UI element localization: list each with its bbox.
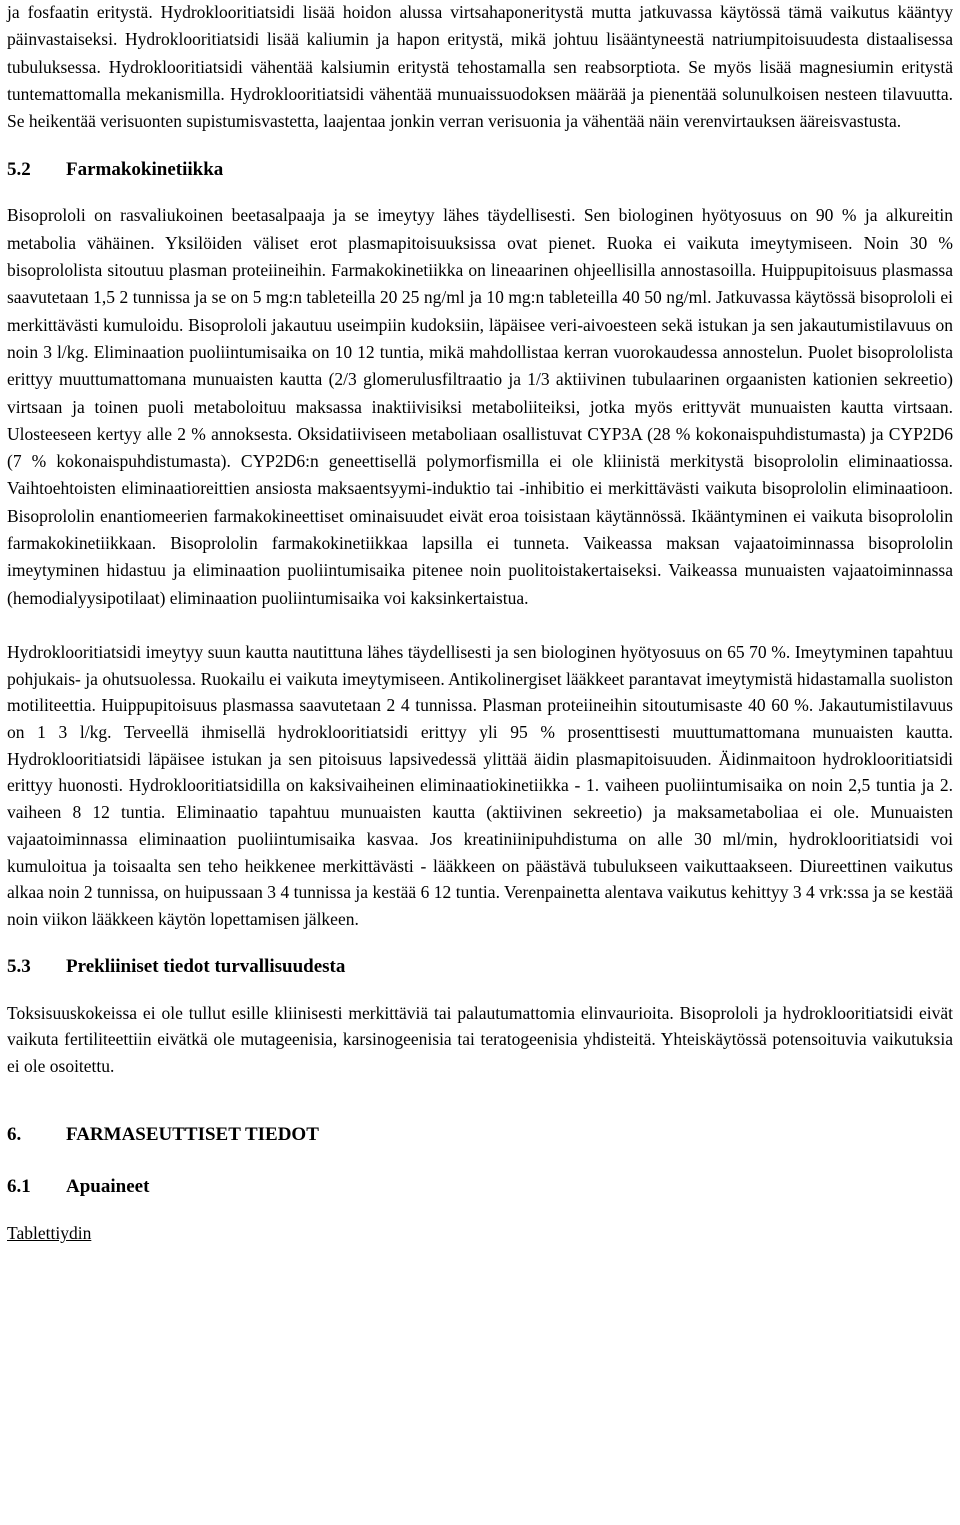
- document-page: [7, 0, 953, 1246]
- paragraph-gap: [7, 612, 953, 639]
- section-heading-5-3: [7, 954, 953, 980]
- paragraph-bisoprolol-pharmacokinetics: Bisoprololi on rasvaliukoinen beetasalpaaja ja se imeytyy lähes täydellisesti. Sen biologinen hyötyosuus on 90 % ja alkureitin metabolia vähäinen. Yksilöiden väliset erot plasmapitoisuuksissa ovat pienet. Ruoka ei vaikuta imeytymiseen. Noin 30 % bisoprololista sitoutuu plasman proteiineihin. Farmakokinetiikka on lineaarinen ohjeellisilla annostasoilla. Huippupitoisuus plasmassa saavutetaan 1,5 2 tunnissa ja se on 5 mg:n tableteilla 20 25 ng/ml ja 10 mg:n tableteilla 40 50 ng/ml. Jatkuvassa käytössä bisoprololi ei merkittävästi kumuloidu. Bisoprololi jakautuu useimpiin kudoksiin, läpäisee veri-aivoesteen sekä istukan ja sen jakautumistilavuus on noin 3 l/kg. Eliminaation puoliintumisaika on 10 12 tuntia, mikä mahdollistaa kerran vuorokaudessa annostelun. Puolet bisoprololista erittyy muuttumattomana munuaisten kautta (2/3 glomerulusfiltraatio ja 1/3 aktiivinen tubulaarinen orgaanisten kationien sekreetio) virtsaan ja toinen puoli metaboloituu maksassa inaktiivisiksi metaboliiteiksi, jotka myös erittyvät munuaisten kautta virtsaan. Ulosteeseen kertyy alle 2 % annoksesta. Oksidatiiviseen metaboliaan osallistuvat CYP3A (28 % kokonaispuhdistumasta) ja CYP2D6 (7 % kokonaispuhdistumasta). CYP2D6:n geneettisellä polymorfismilla ei ole kliinistä merkitystä bisoprololin eliminaatiossa. Vaihtoehtoisten eliminaatioreittien ansiosta maksaentsyymi-induktio tai -inhibitio ei merkittävästi vaikuta bisoprololin eliminaatioon. Bisoprololin enantiomeerien farmakokineettiset ominaisuudet eivät eroa toisistaan käytännössä. Ikääntyminen ei vaikuta bisoprololin farmakokinetiikkaan. Bisoprololin farmakokinetiikkaa lapsilla ei tunneta. Vaikeassa maksan vajaatoiminnassa bisoprololin imeytyminen hidastuu ja eliminaation puoliintumisaika pitenee noin puolitoistakertaiseksi. Vaikeassa munuaisten vajaatoiminnassa (hemodialyysipotilaat) eliminaation puoliintumisaika voi kaksinkertaistua.: [7, 205, 953, 608]
- section-number: 5.2: [7, 159, 31, 181]
- section-heading-6-1: [7, 1174, 953, 1200]
- section-title: Apuaineet: [66, 1176, 150, 1198]
- section-title: Prekliiniset tiedot turvallisuudesta: [66, 955, 346, 977]
- section-title: Farmakokinetiikka: [66, 159, 224, 181]
- section-heading-6: [7, 1122, 953, 1148]
- section-number: 5.3: [7, 955, 31, 977]
- section-number: 6.1: [7, 1176, 31, 1198]
- subheading-tablet-core: Tablettiydin: [7, 1223, 92, 1244]
- paragraph-hydrochlorothiazide-effects: ja fosfaatin eritystä. Hydroklooritiatsidi lisää hoidon alussa virtsahaponeritystä mutta jatkuvassa käytössä tämä vaikutus kääntyy päinvastaiseksi. Hydroklooritiatsidi lisää kaliumin ja hapon eritystä, mikä johtuu lisääntyneestä natriumpitoisuudesta distaalisessa tubuluksessa. Hydroklooritiatsidi vähentää kalsiumin eritystä tehostamalla sen reabsorptiota. Se myös lisää magnesiumin eritystä tuntemattomalla mekanismilla. Hydroklooritiatsidi vähentää munuaissuodoksen määrää ja pienentää solunulkoisen nesteen tilavuutta. Se heikentää verisuonten supistumisvastetta, laajentaa jonkin verran verisuonia ja vähentää näin verenvirtauksen ääreisvastusta.: [7, 2, 953, 132]
- section-title: FARMASEUTTISET TIEDOT: [66, 1124, 319, 1146]
- paragraph-preclinical-safety: Toksisuuskokeissa ei ole tullut esille kliinisesti merkittäviä tai palautumattomia elinvaurioita. Bisoprololi ja hydroklooritiatsidi eivät vaikuta fertiliteettiin eivätkä ole mutageenisia, karsinogeenisia tai teratogeenisia yhdisteitä. Yhteiskäytössä potensoituvia vaikutuksia ei ole osoitettu.: [7, 1002, 953, 1076]
- section-number: 6.: [7, 1124, 22, 1146]
- paragraph-hydrochlorothiazide-pharmacokinetics: Hydroklooritiatsidi imeytyy suun kautta nautittuna lähes täydellisesti ja sen biologinen hyötyosuus on 65 70 %. Imeytyminen tapahtuu pohjukais- ja ohutsuolessa. Ruokailu ei vaikuta imeytymiseen. Antikolinergiset lääkkeet parantavat imeytymistä hidastamalla suoliston motiliteettia. Huippupitoisuus plasmassa saavutetaan 2 4 tunnissa. Plasman proteiineihin sitoutumisaste 40 60 %. Jakautumistilavuus on 1 3 l/kg. Terveellä ihmisellä hydroklooritiatsidi erittyy yli 95 % prosenttisesti muuttumattomana munuaisten kautta. Hydroklooritiatsidi läpäisee istukan ja sen pitoisuus lapsivedessä ylittää äidin plasmapitoisuuden. Äidinmaitoon hydroklooritiatsidi erittyy huonosti. Hydroklooritiatsidilla on kaksivaiheinen eliminaatiokinetiikka - 1. vaiheen puoliintumisaika on noin 2,5 tuntia ja 2. vaiheen 8 12 tuntia. Eliminaatio tapahtuu munuaisten kautta (aktiivinen sekreetio) ja maksametaboliaa ei ole. Munuaisten vajaatoiminnassa eliminaation puoliintumisaika kasvaa. Jos kreatiniinipuhdistuma on alle 30 ml/min, hydroklooritiatsidi voi kumuloitua ja toisaalta sen teho heikkenee merkittävästi - lääkkeen on päästävä tubulukseen vaikuttaakseen. Diureettinen vaikutus alkaa noin 2 tunnissa, on huipussaan 3 4 tunnissa ja kestää 6 12 tuntia. Verenpainetta alentava vaikutus kehittyy 3 4 vrk:ssa ja se kestää noin viikon lääkkeen käytön lopettamisen jälkeen.: [7, 641, 953, 929]
- section-heading-5-2: [7, 157, 953, 183]
